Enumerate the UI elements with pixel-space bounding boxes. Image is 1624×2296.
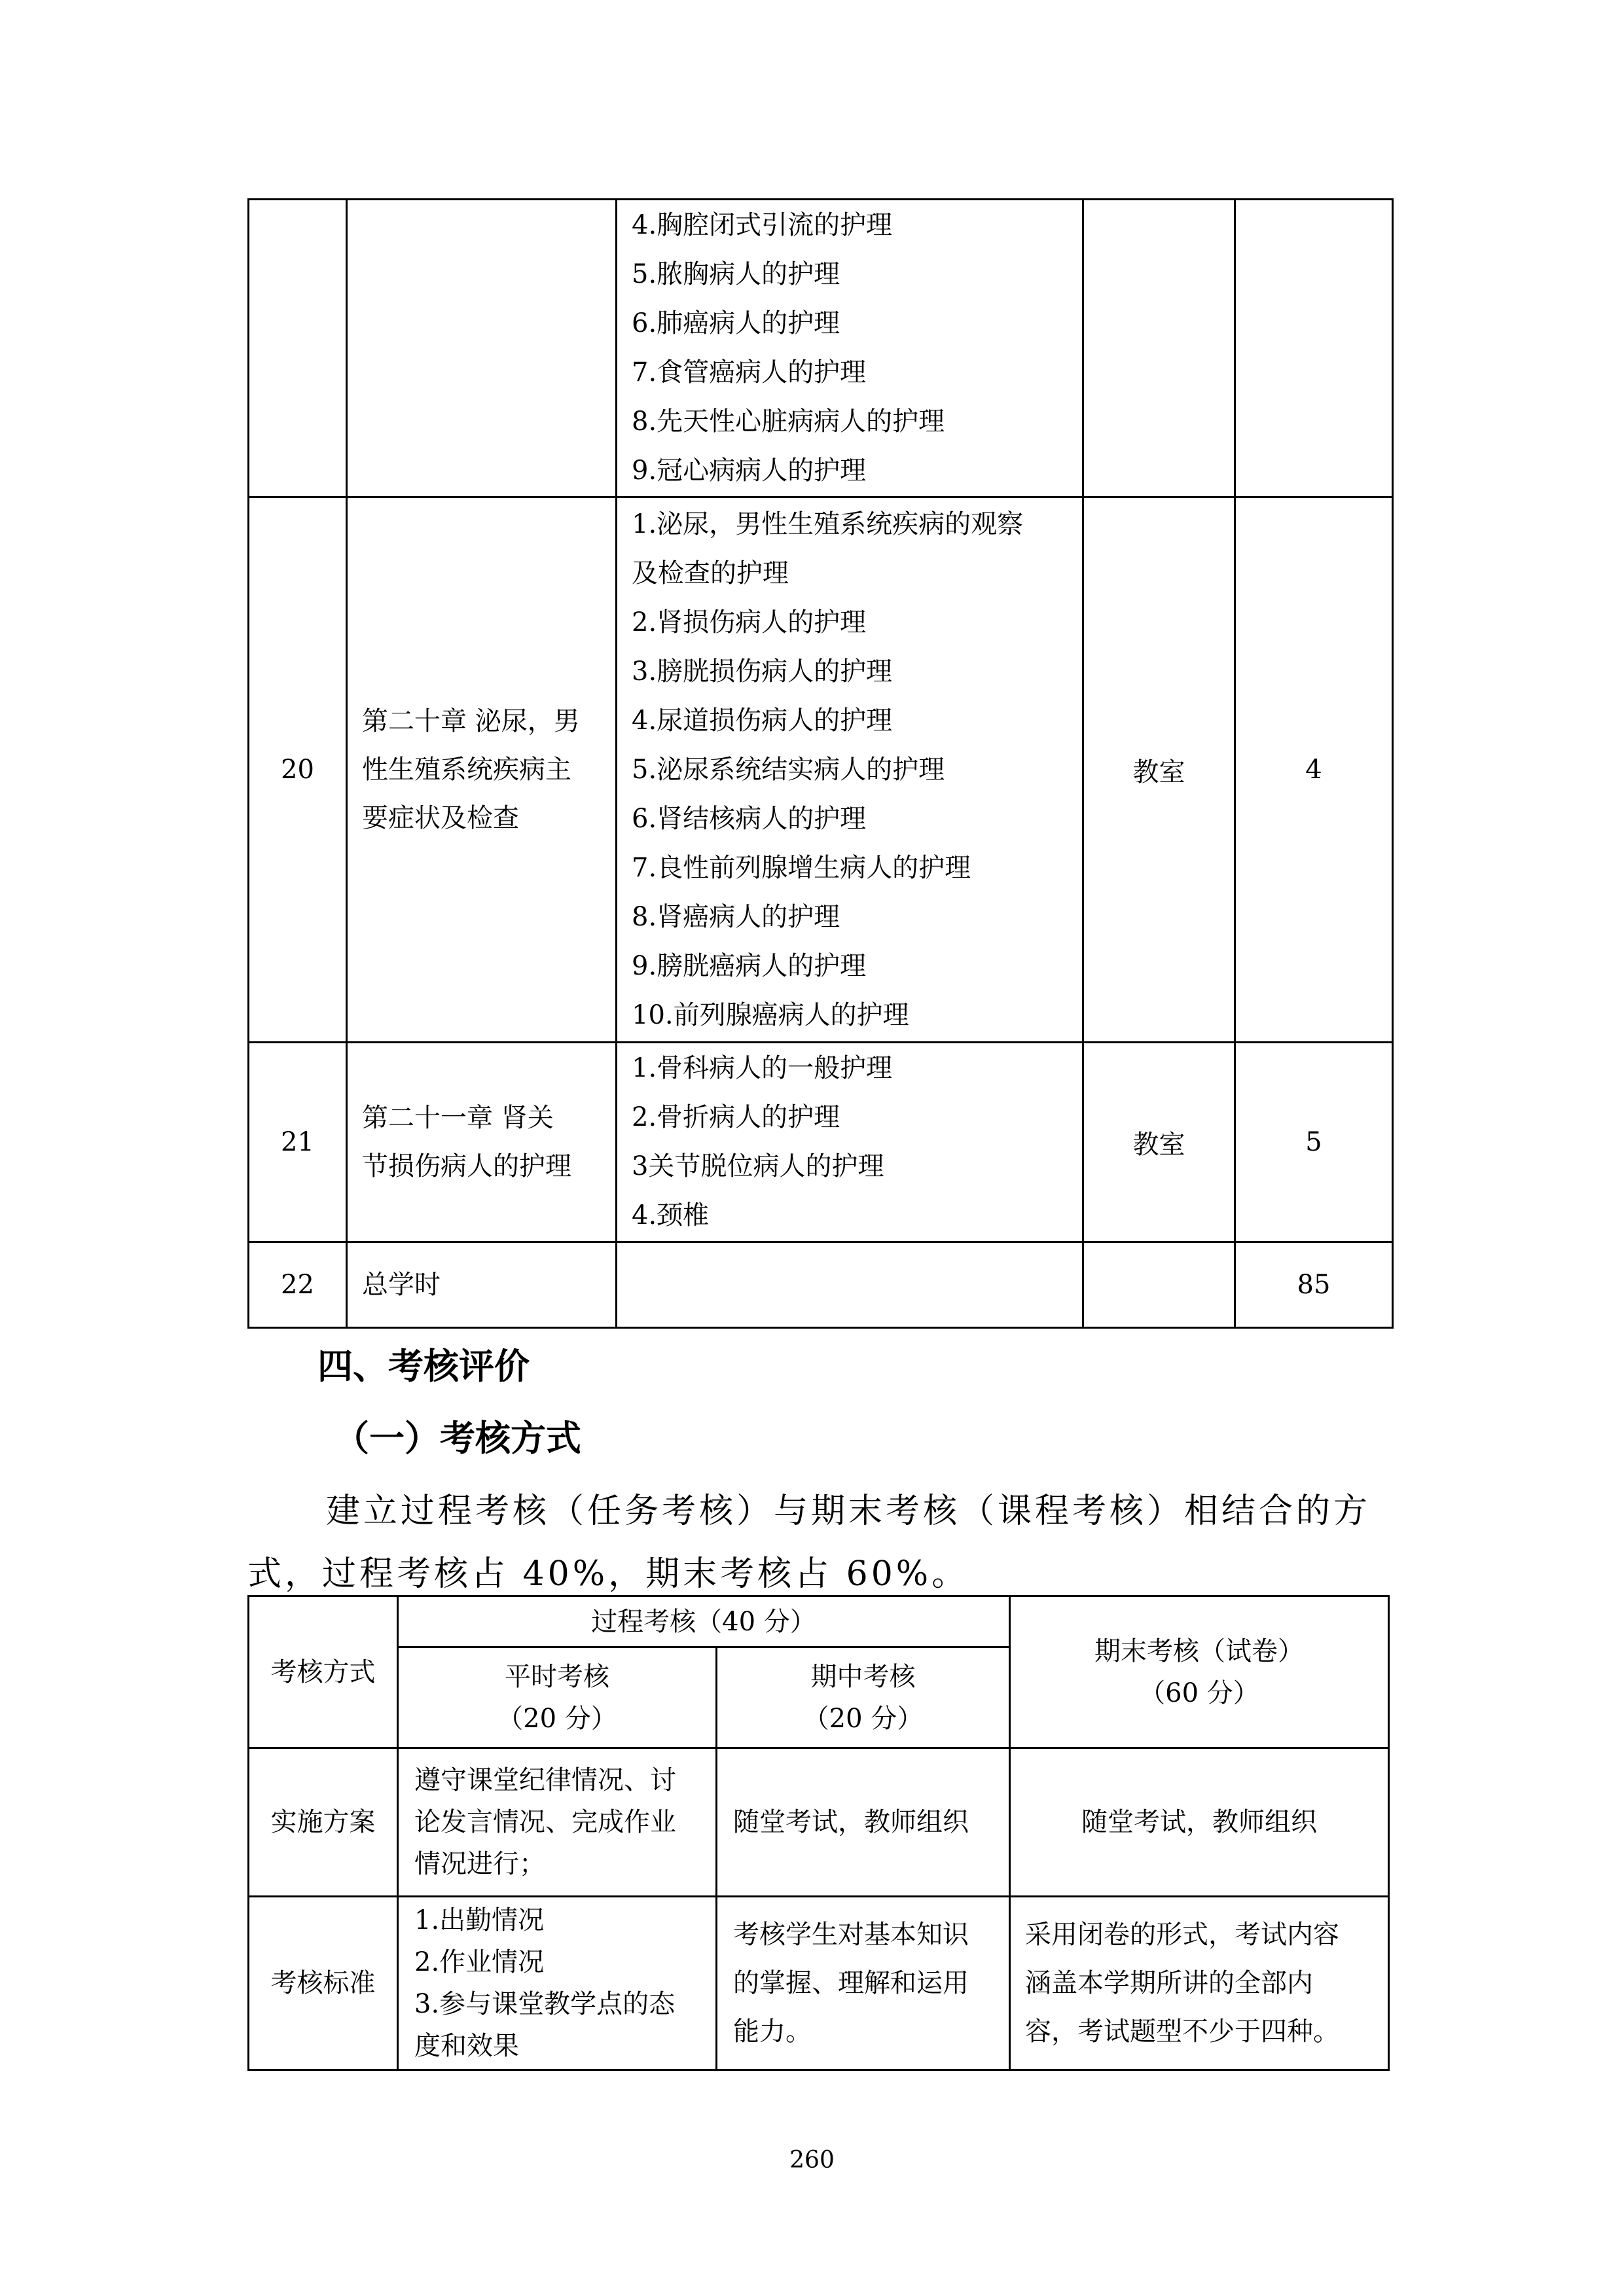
chapter-title — [347, 1043, 617, 1242]
chapter-line: 节损伤病人的护理 — [362, 1151, 571, 1181]
paragraph-line: 建立过程考核（任务考核）与期末考核（课程考核）相结合的方 — [326, 1492, 1371, 1531]
chapter-title — [347, 497, 617, 1043]
list-item: 4.尿道损伤病人的护理 — [632, 705, 893, 736]
plan-final: 随堂考试，教师组织 — [1010, 1748, 1389, 1897]
topic-list — [617, 1043, 1083, 1242]
final-score: （60 分） — [1139, 1677, 1259, 1708]
hours: 5 — [1235, 1043, 1393, 1242]
list-item: 9.冠心病病人的护理 — [632, 456, 867, 486]
cell-line: 遵守课堂纪律情况、讨 — [414, 1765, 676, 1795]
chapter-title — [347, 1242, 617, 1328]
chapter-line: 总学时 — [362, 1270, 441, 1300]
location: 教室 — [1083, 497, 1235, 1043]
chapter-line: 要症状及检查 — [362, 803, 519, 833]
cell-line: 采用闭卷的形式，考试内容 — [1025, 1920, 1339, 1950]
midterm-header — [717, 1647, 1010, 1748]
cell-line: 度和效果 — [414, 2031, 519, 2061]
method-label: 考核方式 — [249, 1596, 398, 1748]
course-schedule-table — [247, 198, 1394, 1329]
list-item: 9.膀胱癌病人的护理 — [632, 950, 867, 981]
location — [1083, 200, 1235, 497]
hours: 85 — [1235, 1242, 1393, 1328]
table-row — [249, 200, 1393, 497]
regular-header — [398, 1647, 717, 1748]
row-number: 20 — [249, 497, 347, 1043]
cell-line: 的掌握、理解和运用 — [733, 1968, 969, 1998]
midterm-score: （20 分） — [803, 1703, 924, 1734]
table-row — [249, 1242, 1393, 1328]
regular-title: 平时考核 — [505, 1661, 609, 1692]
cell-line: 涵盖本学期所讲的全部内 — [1025, 1968, 1313, 1998]
process-header: 过程考核（40 分） — [398, 1596, 1010, 1647]
cell-line: 3.参与课堂教学点的态 — [414, 1989, 676, 2019]
cell-line: 能力。 — [733, 2017, 812, 2047]
table-row — [249, 1596, 1389, 1647]
cell-line: 论发言情况、完成作业 — [414, 1807, 676, 1837]
section-heading: 四、考核评价 — [317, 1346, 530, 1387]
standard-midterm — [717, 1897, 1010, 2070]
standard-label: 考核标准 — [249, 1897, 398, 2070]
list-item: 10.前列腺癌病人的护理 — [632, 999, 909, 1030]
chapter-line: 第二十一章 肾关 — [362, 1103, 554, 1133]
list-item: 8.先天性心脏病病人的护理 — [632, 406, 945, 437]
list-item: 5.泌尿系统结实病人的护理 — [632, 754, 945, 785]
list-item: 1.泌尿，男性生殖系统疾病的观察 — [632, 509, 1024, 539]
chapter-line: 性生殖系统疾病主 — [362, 755, 571, 785]
table-row — [249, 497, 1393, 1043]
chapter-title — [347, 200, 617, 497]
location: 教室 — [1083, 1043, 1235, 1242]
list-item: 4.颈椎 — [632, 1200, 710, 1230]
hours — [1235, 200, 1393, 497]
final-title: 期末考核（试卷） — [1094, 1636, 1304, 1666]
list-item: 7.食管癌病人的护理 — [632, 357, 867, 387]
cell-line: 1.出勤情况 — [414, 1905, 545, 1935]
list-item: 2.骨折病人的护理 — [632, 1102, 840, 1132]
paragraph-line: 式，过程考核占 40%，期末考核占 60%。 — [247, 1554, 969, 1594]
final-header — [1010, 1596, 1389, 1748]
hours: 4 — [1235, 497, 1393, 1043]
table-row — [249, 1043, 1393, 1242]
location — [1083, 1242, 1235, 1328]
list-item: 2.肾损伤病人的护理 — [632, 607, 867, 637]
row-number: 22 — [249, 1242, 347, 1328]
list-item: 6.肺癌病人的护理 — [632, 308, 840, 338]
standard-final — [1010, 1897, 1389, 2070]
cell-line: 容，考试题型不少于四种。 — [1025, 2017, 1339, 2047]
subsection-heading: （一）考核方式 — [334, 1418, 581, 1459]
table-row — [249, 1897, 1389, 2070]
list-item: 4.胸腔闭式引流的护理 — [632, 210, 893, 240]
standard-regular — [398, 1897, 717, 2070]
row-number — [249, 200, 347, 497]
list-item: 8.肾癌病人的护理 — [632, 901, 840, 932]
regular-score: （20 分） — [497, 1703, 617, 1734]
plan-regular — [398, 1748, 717, 1897]
list-item: 3.膀胱损伤病人的护理 — [632, 656, 893, 687]
plan-midterm: 随堂考试，教师组织 — [717, 1748, 1010, 1897]
cell-line: 2.作业情况 — [414, 1947, 545, 1977]
assessment-table — [247, 1595, 1390, 2071]
list-item: 7.良性前列腺增生病人的护理 — [632, 852, 971, 883]
plan-label: 实施方案 — [249, 1748, 398, 1897]
chapter-line: 第二十章 泌尿，男 — [362, 706, 580, 736]
list-item: 5.脓胸病人的护理 — [632, 259, 840, 289]
cell-line: 情况进行； — [414, 1849, 545, 1879]
row-number: 21 — [249, 1043, 347, 1242]
topic-list — [617, 497, 1083, 1043]
table-row — [249, 1748, 1389, 1897]
list-item: 1.骨科病人的一般护理 — [632, 1053, 893, 1083]
midterm-title: 期中考核 — [810, 1661, 916, 1692]
cell-line: 考核学生对基本知识 — [733, 1920, 969, 1950]
topic-list — [617, 1242, 1083, 1328]
list-item: 6.肾结核病人的护理 — [632, 803, 867, 834]
page-number: 260 — [789, 2147, 835, 2174]
list-item: 3关节脱位病人的护理 — [632, 1151, 884, 1181]
topic-list — [617, 200, 1083, 497]
list-item: 及检查的护理 — [632, 558, 789, 588]
